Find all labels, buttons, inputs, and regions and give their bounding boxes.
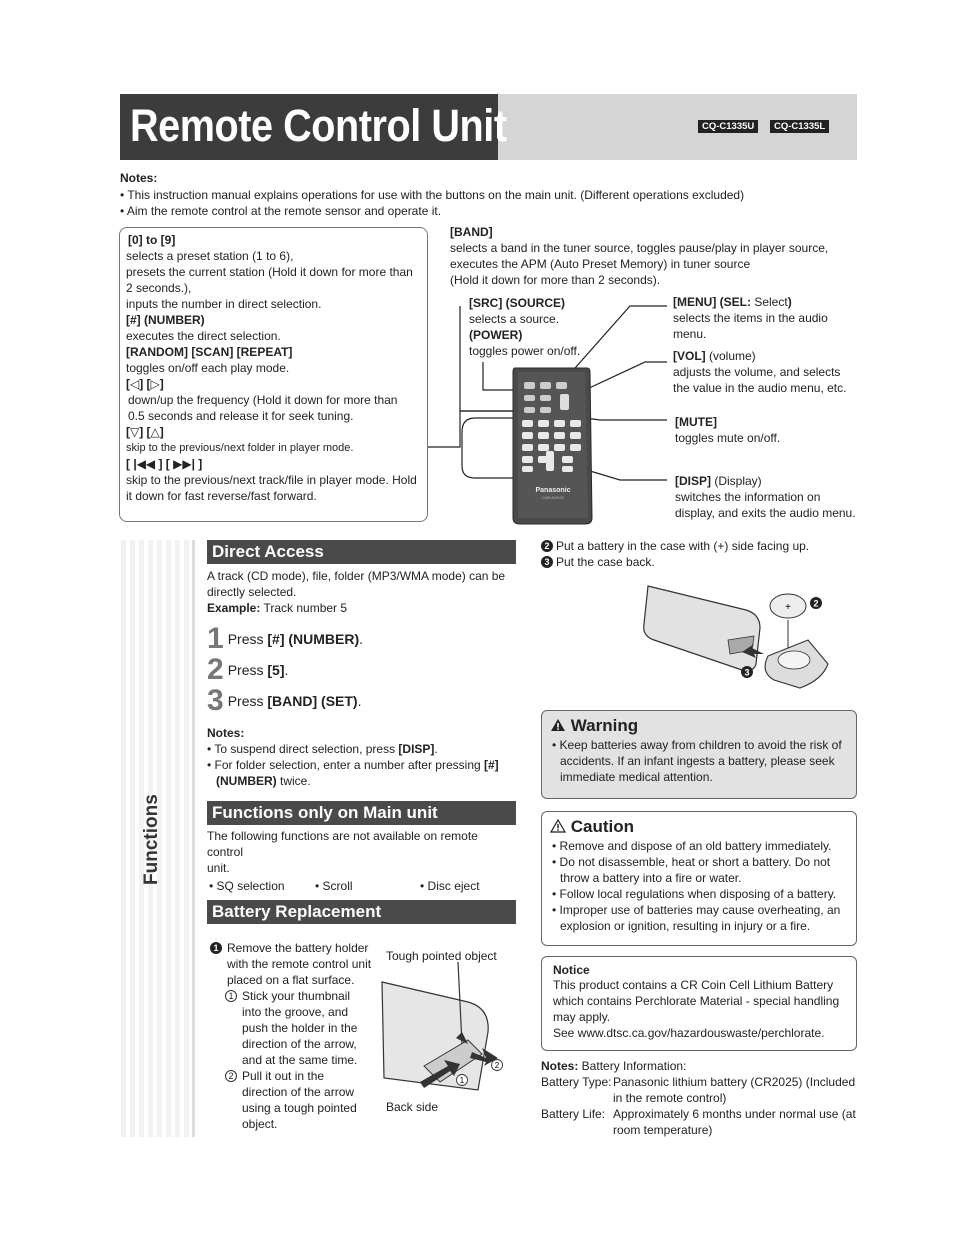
key-desc-line: skip to the previous/next track/file in player mode. Hold — [126, 473, 417, 487]
key-desc-line: it down for fast reverse/fast forward. — [126, 489, 317, 503]
main-only-item: • Scroll — [315, 879, 353, 893]
notice-text: See www.dtsc.ca.gov/hazardouswaste/perchlorate. — [553, 1026, 825, 1040]
step-number: 1 — [207, 622, 224, 655]
step-number: 2 — [541, 540, 553, 552]
key-label-random-scan-repeat: [RANDOM] [SCAN] [REPEAT] — [126, 345, 293, 359]
step-2 — [207, 653, 516, 684]
notice-text: This product contains a CR Coin Cell Lithium Battery — [553, 978, 834, 992]
key-desc-line: 2 seconds.), — [126, 281, 192, 295]
battery-section — [207, 900, 516, 924]
band-desc: executes the APM (Auto Preset Memory) in tuner source — [450, 257, 751, 271]
step-post: . — [284, 662, 289, 678]
note2-pre: • For folder selection, enter a number after pressing — [207, 758, 485, 772]
fig-num-3: 3 — [744, 667, 750, 678]
direct-intro: directly selected. — [207, 585, 297, 599]
battery-substep-text: Stick your thumbnail — [242, 989, 351, 1003]
notice-box — [541, 956, 857, 1051]
caution-title: Caution — [570, 817, 635, 836]
fig-num-2: 2 — [813, 598, 819, 609]
direct-access-section — [207, 540, 516, 789]
caution-text: throw a battery into a fire or water. — [560, 871, 742, 885]
remote-sub: CAR AUDIO — [541, 495, 565, 500]
disp-desc: switches the information on — [675, 490, 821, 504]
note2-post: twice. — [276, 774, 311, 788]
caution-text: • Do not disassemble, heat or short a battery. Do not — [552, 855, 831, 869]
note-item: • This instruction manual explains operations for use with the buttons on the main unit. (Different operations excluded) — [120, 187, 745, 202]
note1-post: . — [434, 742, 438, 756]
note2-key: [#] — [484, 758, 499, 772]
step-key: [BAND] (SET) — [267, 693, 358, 709]
warning-box — [541, 710, 857, 799]
main-only-item: • SQ selection — [209, 879, 285, 893]
sidebar-label: Functions — [141, 794, 162, 885]
vol-desc: adjusts the volume, and selects — [673, 365, 841, 379]
step-post: . — [359, 631, 364, 647]
battery-info-label: Notes: — [541, 1059, 579, 1073]
mute-desc: toggles mute on/off. — [675, 431, 781, 445]
fig-num-2: 2 — [494, 1061, 500, 1070]
battery-info — [541, 1058, 861, 1138]
tough-object-label: Tough pointed object — [386, 949, 497, 963]
battery-step-text: Put the case back. — [556, 555, 655, 569]
direct-notes-heading: Notes: — [207, 726, 245, 740]
disp-label: [DISP] — [675, 474, 711, 488]
key-desc-line: 0.5 seconds and release it for seek tuning. — [128, 409, 354, 423]
band-desc: selects a band in the tuner source, toggles pause/play in player source, — [450, 241, 829, 255]
step-pre: Press — [227, 631, 268, 647]
key-desc-line: down/up the frequency (Hold it down for more than — [128, 393, 398, 407]
fig-num-1: 1 — [459, 1076, 465, 1085]
caution-box — [541, 811, 857, 946]
mute-label: [MUTE] — [675, 415, 717, 429]
notice-text: may apply. — [553, 1010, 611, 1024]
step-key: [#] (NUMBER) — [267, 631, 360, 647]
example-label: Example: — [207, 601, 261, 615]
menu-desc: menu. — [673, 327, 707, 341]
warning-text: immediate medical attention. — [560, 770, 713, 784]
battery-substep-text: direction of the arrow — [242, 1085, 355, 1099]
battery-substep-text: push the holder in the — [242, 1021, 358, 1035]
disp-desc: display, and exits the audio menu. — [675, 506, 856, 520]
menu-label-end: ) — [787, 295, 792, 309]
step-number: 3 — [541, 556, 553, 568]
step-pre: Press — [227, 693, 268, 709]
battery-substep-text: into the groove, and — [242, 1005, 349, 1019]
key-label-0-9: [0] to [9] — [128, 233, 176, 247]
notes-heading: Notes: — [120, 171, 158, 185]
step-number: 3 — [207, 684, 224, 717]
key-label-track: [ |◀◀ ] [ ▶▶| ] — [126, 457, 203, 471]
holder-cell-shape — [778, 651, 810, 669]
battery-step-text: Remove the battery holder — [227, 941, 369, 955]
battery-insert-figure — [636, 576, 832, 702]
battery-step-text: placed on a flat surface. — [227, 973, 355, 987]
direct-intro: A track (CD mode), file, folder (MP3/WMA mode) can be — [207, 569, 506, 583]
substep-number: 1 — [225, 990, 237, 1002]
remote-brand: Panasonic — [535, 487, 571, 494]
disp-label-suffix: (Display) — [711, 474, 762, 488]
battery-substep-text: object. — [242, 1117, 278, 1131]
key-label-up-down: [▽] [△] — [126, 425, 164, 439]
battery-removal-figure — [378, 962, 518, 1098]
main-unit-only-section — [207, 801, 516, 896]
power-label: (POWER) — [469, 328, 523, 342]
battery-step-text: Put a battery in the case with (+) side facing up. — [556, 539, 810, 553]
note1-key: [DISP] — [398, 742, 435, 756]
caution-text: explosion or ignition, resulting in injury or a fire. — [560, 919, 811, 933]
main-only-item: • Disc eject — [420, 879, 480, 893]
step-number: 1 — [210, 942, 222, 954]
warning-text: accidents. If an infant ingests a battery, please seek — [560, 754, 835, 768]
battery-life-value: room temperature) — [613, 1123, 713, 1137]
step-number: 2 — [207, 653, 224, 686]
band-desc: (Hold it down for more than 2 seconds). — [450, 273, 661, 287]
battery-info-value: Battery Information: — [578, 1059, 687, 1073]
direct-access-heading: Direct Access — [207, 540, 516, 564]
band-label: [BAND] — [450, 225, 493, 239]
note-item: • Aim the remote control at the remote sensor and operate it. — [120, 204, 442, 218]
caution-icon — [550, 819, 566, 833]
substep-number: 2 — [225, 1070, 237, 1082]
key-desc-line: toggles on/off each play mode. — [126, 361, 290, 375]
key-desc-line: presets the current station (Hold it down for more than — [126, 265, 413, 279]
vol-label: [VOL] — [673, 349, 706, 363]
step-1 — [207, 622, 516, 653]
battery-life-label: Battery Life: — [541, 1107, 606, 1121]
battery-heading: Battery Replacement — [207, 900, 516, 924]
functions-sidebar — [121, 540, 195, 1137]
vol-desc: the value in the audio menu, etc. — [673, 381, 847, 395]
key-desc-line: selects a preset station (1 to 6), — [126, 249, 294, 263]
remote-control-icon — [513, 368, 592, 524]
caution-text: • Remove and dispose of an old battery immediately. — [552, 839, 832, 853]
menu-label: [MENU] (SEL: — [673, 295, 751, 309]
model-badge-l: CQ-C1335L — [770, 120, 829, 133]
battery-type-value: Panasonic lithium battery (CR2025) (Included — [613, 1075, 856, 1089]
model-badge-u: CQ-C1335U — [698, 120, 758, 133]
battery-step1 — [210, 940, 380, 1132]
battery-substep-text: Pull it out in the — [242, 1069, 325, 1083]
key-desc-line: executes the direct selection. — [126, 329, 281, 343]
back-side-label: Back side — [386, 1100, 439, 1114]
battery-substep-text: using a tough pointed — [242, 1101, 357, 1115]
step-key: [5] — [267, 662, 285, 678]
step-post: . — [357, 693, 362, 709]
page-title: Remote Control Unit — [130, 100, 507, 151]
battery-type-label: Battery Type: — [541, 1075, 612, 1089]
caution-text: • Follow local regulations when disposing of a battery. — [552, 887, 837, 901]
key-label-number: [#] (NUMBER) — [126, 313, 205, 327]
main-only-heading: Functions only on Main unit — [207, 801, 516, 825]
battery-steps-2-3 — [541, 538, 861, 570]
menu-label-mid: Select — [751, 295, 788, 309]
remote-diagram — [0, 0, 954, 540]
note1-pre: • To suspend direct selection, press — [207, 742, 399, 756]
notice-title: Notice — [553, 963, 590, 977]
battery-step-text: with the remote control unit — [227, 957, 372, 971]
cell-plus-mark: + — [785, 602, 791, 613]
main-only-intro: unit. — [207, 861, 230, 875]
src-desc: selects a source. — [469, 312, 560, 326]
power-desc: toggles power on/off. — [469, 344, 581, 358]
warning-text: • Keep batteries away from children to avoid the risk of — [552, 738, 842, 752]
example-value: Track number 5 — [260, 601, 348, 615]
warning-icon — [550, 718, 566, 732]
vol-label-suffix: (volume) — [705, 349, 756, 363]
key-label-left-right: [◁] [▷] — [126, 377, 164, 391]
battery-type-value: in the remote control) — [613, 1091, 727, 1105]
warning-title: Warning — [570, 716, 639, 735]
caution-text: • Improper use of batteries may cause overheating, an — [552, 903, 841, 917]
key-desc-line: skip to the previous/next folder in player mode. — [126, 442, 354, 454]
battery-life-value: Approximately 6 months under normal use (at — [613, 1107, 856, 1121]
note2-key: (NUMBER) — [216, 774, 277, 788]
menu-desc: selects the items in the audio — [673, 311, 828, 325]
key-desc-line: inputs the number in direct selection. — [126, 297, 322, 311]
notice-text: which contains Perchlorate Material - special handling — [553, 994, 840, 1008]
battery-substep-text: and at the same time. — [242, 1053, 358, 1067]
src-label: [SRC] (SOURCE) — [469, 296, 565, 310]
battery-substep-text: direction of the arrow, — [242, 1037, 357, 1051]
remote-shape — [644, 586, 760, 670]
step-3 — [207, 684, 516, 715]
main-only-intro: The following functions are not available on remote control — [207, 829, 478, 859]
step-pre: Press — [227, 662, 268, 678]
